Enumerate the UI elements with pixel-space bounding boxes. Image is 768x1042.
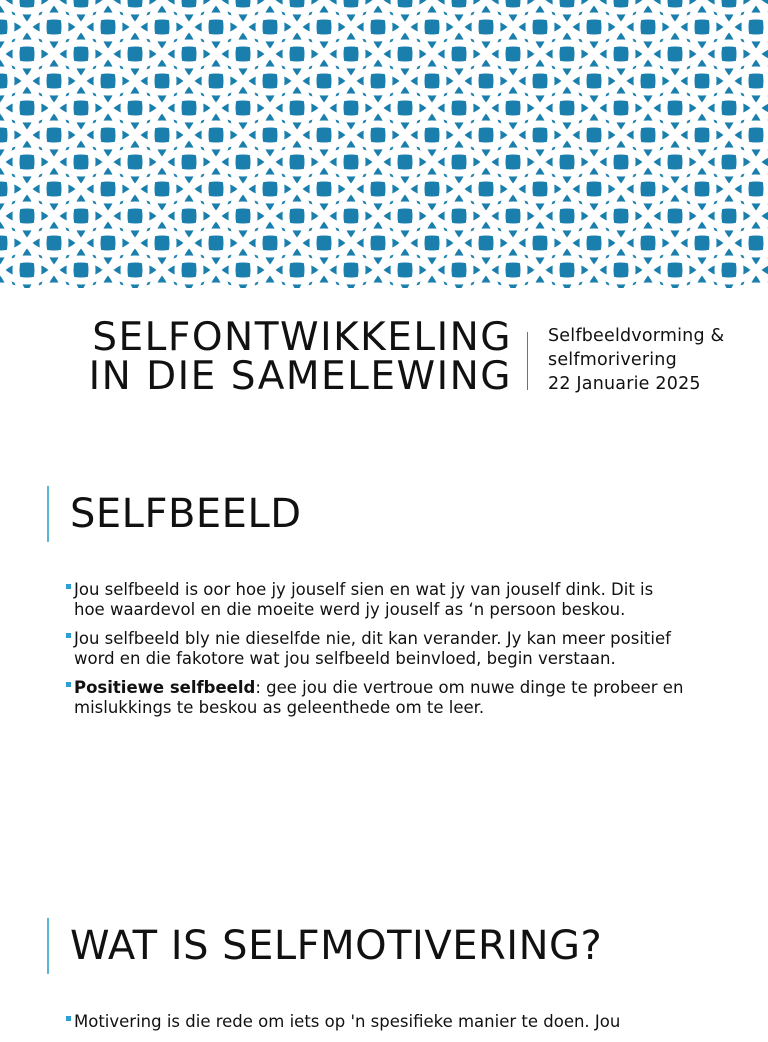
- bullet-text: [74, 678, 683, 717]
- bullet-item: [66, 678, 686, 717]
- slide-title: [60, 315, 512, 399]
- slide-subtitle: [548, 324, 763, 396]
- subtitle-date: 22 Januarie 2025: [548, 374, 701, 394]
- bullet-bold-term: Positiewe selfbeeld: [74, 678, 256, 697]
- bullet-item: [66, 629, 686, 668]
- bullet-marker: [66, 584, 71, 589]
- title-line-2: IN DIE SAMELEWING: [88, 354, 512, 399]
- bullet-item: [66, 580, 686, 619]
- section-heading-selfbeeld: SELFBEELD: [70, 491, 302, 537]
- bullet-text: Jou selfbeeld is oor hoe jy jouself sien en wat jy van jouself dink. Dit is hoe waardevol en die moeite werd jy jouself as ‘n persoon beskou.: [74, 580, 654, 619]
- selfmotivering-bullet-list: [66, 1012, 686, 1042]
- subtitle-line-2: selfmorivering: [548, 350, 677, 370]
- bullet-text: Motivering is die rede om iets op 'n spesifieke manier te doen. Jou: [74, 1012, 621, 1031]
- decorative-pattern-banner: [0, 0, 768, 288]
- bullet-item: [66, 1012, 686, 1032]
- title-line-1: SELFONTWIKKELING: [92, 315, 512, 360]
- section-heading-selfmotivering: WAT IS SELFMOTIVERING?: [70, 923, 603, 969]
- selfbeeld-bullet-list: [66, 580, 686, 727]
- section-accent-bar: [47, 486, 49, 542]
- bullet-definition: : gee jou die vertroue om nuwe dinge te probeer en mislukkings te beskou as geleenthede om te leer.: [74, 678, 684, 717]
- subtitle-line-1: Selfbeeldvorming &: [548, 326, 725, 346]
- title-divider: [527, 332, 528, 390]
- bullet-text: Jou selfbeeld bly nie dieselfde nie, dit kan verander. Jy kan meer positief word en die fakotore wat jou selfbeeld beinvloed, begin verstaan.: [74, 629, 671, 668]
- bullet-marker: [66, 633, 71, 638]
- section-accent-bar: [47, 918, 49, 974]
- bullet-marker: [66, 1016, 71, 1021]
- bullet-marker: [66, 682, 71, 687]
